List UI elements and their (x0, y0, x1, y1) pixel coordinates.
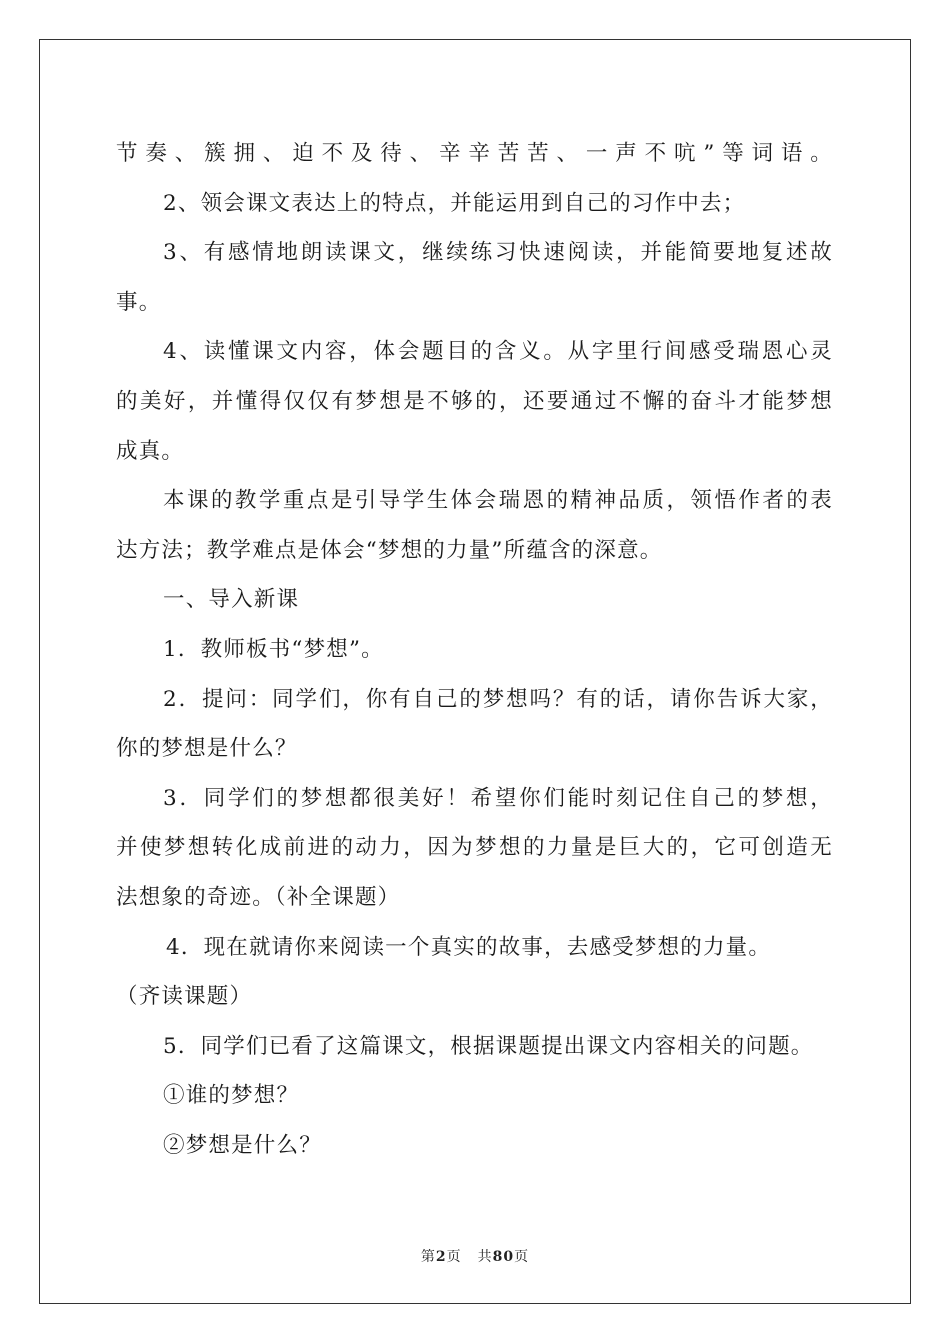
text-line: 2．提问：同学们，你有自己的梦想吗？有的话，请你告诉大家， (163, 686, 833, 712)
text-line: 节奏、簇拥、迫不及待、辛辛苦苦、一声不吭”等词语。 (116, 141, 833, 166)
text-line: 1．教师板书“梦想”。 (163, 636, 384, 662)
text-line: 3．同学们的梦想都很美好！希望你们能时刻记住自己的梦想， (163, 785, 833, 811)
text-line: 2、领会课文表达上的特点，并能运用到自己的习作中去； (163, 190, 746, 216)
text-line: 5．同学们已看了这篇课文，根据课题提出课文内容相关的问题。 (163, 1033, 814, 1059)
total-pages: 80 (492, 1249, 515, 1265)
page-number: 2 (435, 1249, 447, 1265)
text-line: 法想象的奇迹。（补全课题） (116, 884, 401, 910)
text-line: 事。 (116, 289, 162, 315)
page-footer (0, 1246, 950, 1266)
text-line: 本课的教学重点是引导学生体会瑞恩的精神品质，领悟作者的表 (163, 488, 833, 514)
total-suffix: 页 (514, 1249, 530, 1265)
text-line: 4．现在就请你来阅读一个真实的故事，去感受梦想的力量。 (166, 934, 772, 960)
text-line: 的美好，并懂得仅仅有梦想是不够的，还要通过不懈的奋斗才能梦想 (116, 388, 833, 414)
total-prefix: 共 (477, 1249, 493, 1265)
page-prefix: 第 (420, 1249, 436, 1265)
list-item: ②梦想是什么？ (163, 1132, 322, 1158)
list-item: ①谁的梦想？ (163, 1083, 300, 1109)
text-line: 3、有感情地朗读课文，继续练习快速阅读，并能简要地复述故 (163, 240, 833, 266)
text-line: 4、读懂课文内容，体会题目的含义。从字里行间感受瑞恩心灵 (163, 339, 833, 365)
text-line: 达方法；教学难点是体会“梦想的力量”所蕴含的深意。 (116, 537, 663, 563)
document-body (116, 129, 836, 1170)
page-suffix: 页 (446, 1249, 462, 1265)
text-line: 成真。 (116, 438, 185, 464)
section-heading: 一、导入新课 (163, 587, 300, 613)
text-line: 并使梦想转化成前进的动力，因为梦想的力量是巨大的，它可创造无 (116, 835, 833, 861)
text-line: 你的梦想是什么？ (116, 736, 298, 762)
text-line: （齐读课题） (116, 984, 253, 1010)
